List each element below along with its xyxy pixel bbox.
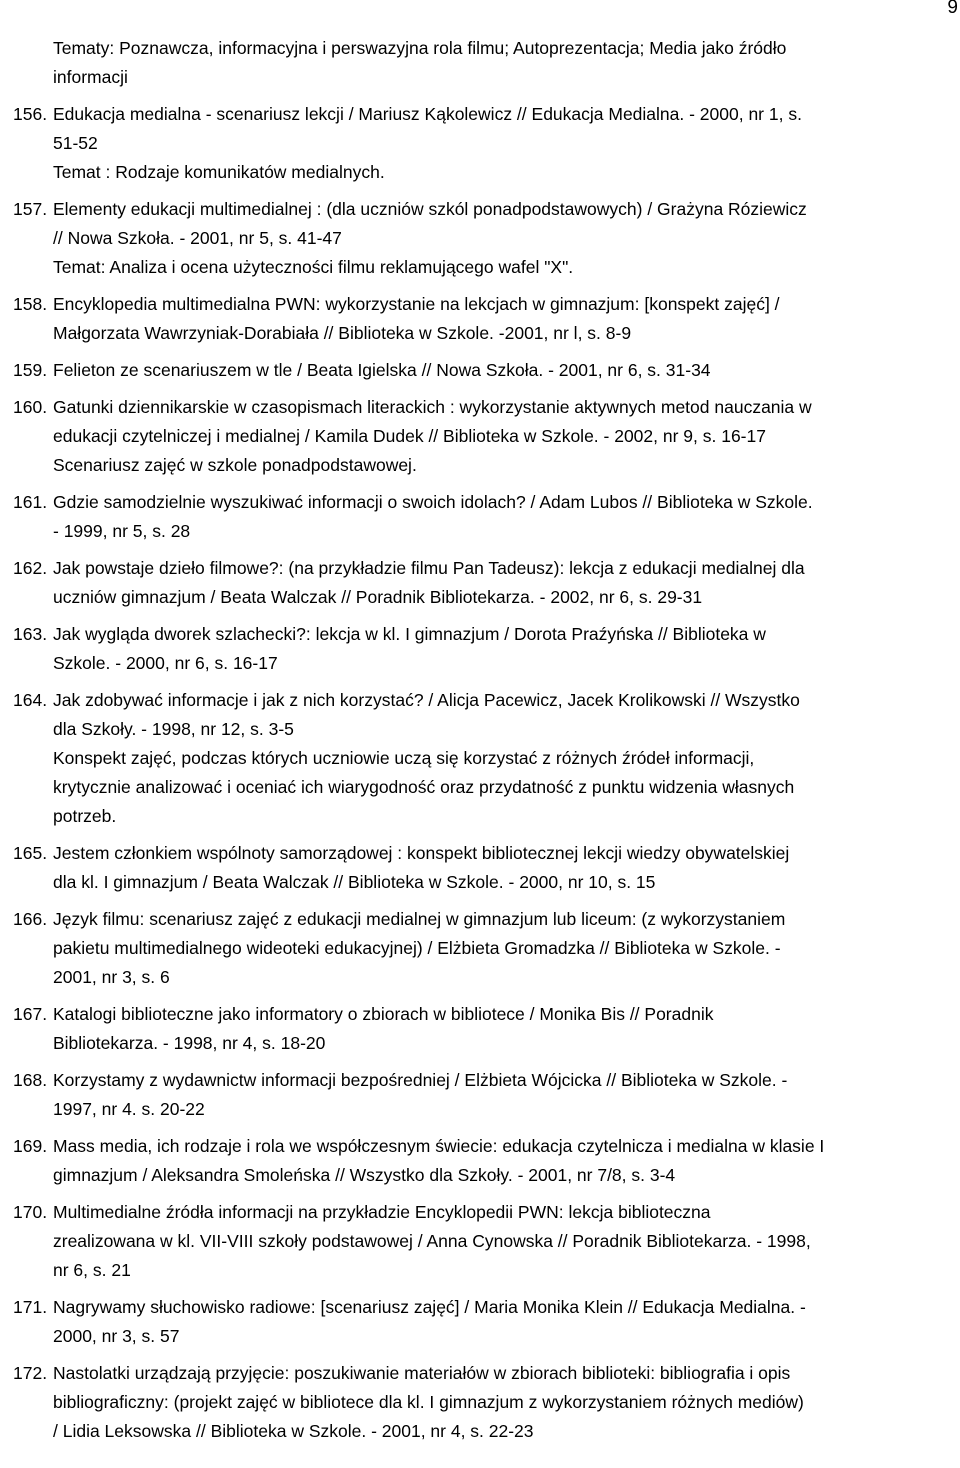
entry-text: [53, 393, 958, 480]
entry-line: uczniów gimnazjum / Beata Walczak // Poradnik Bibliotekarza. - 2002, nr 6, s. 29-31: [53, 587, 703, 607]
entry-line: 51-52: [53, 133, 98, 153]
entry-line: Nagrywamy słuchowisko radiowe: [scenariusz zajęć] / Maria Monika Klein // Edukacja Medialna. -: [53, 1297, 806, 1317]
entry-line: Katalogi biblioteczne jako informatory o zbiorach w bibliotece / Monika Bis // Poradnik: [53, 1004, 714, 1024]
entry-number: 167.: [13, 1004, 48, 1024]
entry-text: [53, 290, 958, 348]
lead-line: informacji: [53, 67, 128, 87]
entry-line: Jestem członkiem wspólnoty samorządowej : konspekt bibliotecznej lekcji wiedzy obywatelskiej: [53, 843, 790, 863]
lead-text: [13, 34, 958, 92]
entry-number: 163.: [13, 624, 48, 644]
entry-line: Gdzie samodzielnie wyszukiwać informacji o swoich idolach? / Adam Lubos // Biblioteka w Szkole.: [53, 492, 813, 512]
entry-line: Mass media, ich rodzaje i rola we współczesnym świecie: edukacja czytelnicza i medialna w klasie I: [53, 1136, 825, 1156]
bibliography-entry: [13, 1293, 958, 1351]
entry-number: 170.: [13, 1202, 48, 1222]
entry-text: [53, 100, 958, 187]
entry-line: 2000, nr 3, s. 57: [53, 1326, 180, 1346]
entry-text: [53, 905, 958, 992]
entry-number: 156.: [13, 104, 48, 124]
entry-line: Elementy edukacji multimedialnej : (dla uczniów szkól ponadpodstawowych) / Grażyna Róziewicz: [53, 199, 807, 219]
entry-line: potrzeb.: [53, 806, 117, 826]
entry-line: Multimedialne źródła informacji na przykładzie Encyklopedii PWN: lekcja biblioteczna: [53, 1202, 711, 1222]
entry-line: Gatunki dziennikarskie w czasopismach literackich : wykorzystanie aktywnych metod nauczania w: [53, 397, 812, 417]
entry-number: 160.: [13, 397, 48, 417]
entry-number: 165.: [13, 843, 48, 863]
bibliography-list: [13, 34, 958, 1446]
bibliography-entry: [13, 1359, 958, 1446]
entry-line: Małgorzata Wawrzyniak-Dorabiała // Biblioteka w Szkole. -2001, nr l, s. 8-9: [53, 323, 632, 343]
entry-line: nr 6, s. 21: [53, 1260, 131, 1280]
bibliography-entry: [13, 1198, 958, 1285]
entry-line: bibliograficzny: (projekt zajęć w bibliotece dla kl. I gimnazjum z wykorzystaniem różnych mediów): [53, 1392, 804, 1412]
bibliography-entry: [13, 1066, 958, 1124]
entry-number: 157.: [13, 199, 48, 219]
entries-container: [13, 100, 958, 1446]
entry-number: 158.: [13, 294, 48, 314]
entry-line: pakietu multimedialnego wideoteki edukacyjnej) / Elżbieta Gromadzka // Biblioteka w Szkole. -: [53, 938, 781, 958]
page-number: 9: [947, 0, 958, 18]
entry-line: zrealizowana w kl. VII-VIII szkoły podstawowej / Anna Cynowska // Poradnik Bibliotekarza. - 1998,: [53, 1231, 811, 1251]
entry-text: [53, 620, 958, 678]
entry-line: 2001, nr 3, s. 6: [53, 967, 170, 987]
entry-text: [53, 686, 958, 831]
bibliography-entry: [13, 393, 958, 480]
entry-number: 168.: [13, 1070, 48, 1090]
entry-text: [53, 839, 958, 897]
entry-line: Konspekt zajęć, podczas których uczniowie uczą się korzystać z różnych źródeł informacji,: [53, 748, 755, 768]
bibliography-entry: [13, 686, 958, 831]
entry-line: krytycznie analizować i oceniać ich wiarygodność oraz przydatność z punktu widzenia własnych: [53, 777, 795, 797]
entry-line: Jak wygląda dworek szlachecki?: lekcja w kl. I gimnazjum / Dorota Praźyńska // Biblioteka w: [53, 624, 766, 644]
entry-text: [53, 195, 958, 282]
entry-text: [53, 488, 958, 546]
bibliography-entry: [13, 905, 958, 992]
bibliography-entry: [13, 1132, 958, 1190]
entry-number: 166.: [13, 909, 48, 929]
entry-line: Jak zdobywać informacje i jak z nich korzystać? / Alicja Pacewicz, Jacek Krolikowski // Wszystko: [53, 690, 800, 710]
entry-number: 171.: [13, 1297, 48, 1317]
entry-line: / Lidia Leksowska // Biblioteka w Szkole. - 2001, nr 4, s. 22-23: [53, 1421, 534, 1441]
bibliography-entry: [13, 290, 958, 348]
entry-text: [53, 1293, 958, 1351]
entry-line: Jak powstaje dzieło filmowe?: (na przykładzie filmu Pan Tadeusz): lekcja z edukacji medialnej dla: [53, 558, 805, 578]
entry-number: 164.: [13, 690, 48, 710]
entry-line: Język filmu: scenariusz zajęć z edukacji medialnej w gimnazjum lub liceum: (z wykorzystaniem: [53, 909, 786, 929]
entry-line: Encyklopedia multimedialna PWN: wykorzystanie na lekcjach w gimnazjum: [konspekt zajęć] /: [53, 294, 780, 314]
entry-line: dla Szkoły. - 1998, nr 12, s. 3-5: [53, 719, 294, 739]
entry-text: [53, 356, 958, 385]
entry-text: [53, 1359, 958, 1446]
entry-line: Edukacja medialna - scenariusz lekcji / Mariusz Kąkolewicz // Edukacja Medialna. - 2000, nr 1, s.: [53, 104, 802, 124]
entry-line: Korzystamy z wydawnictw informacji bezpośredniej / Elżbieta Wójcicka // Biblioteka w Szkole. -: [53, 1070, 788, 1090]
bibliography-entry: [13, 488, 958, 546]
entry-text: [53, 554, 958, 612]
bibliography-entry: [13, 839, 958, 897]
entry-line: Bibliotekarza. - 1998, nr 4, s. 18-20: [53, 1033, 326, 1053]
entry-line: // Nowa Szkoła. - 2001, nr 5, s. 41-47: [53, 228, 342, 248]
lead-line: Tematy: Poznawcza, informacyjna i perswazyjna rola filmu; Autoprezentacja; Media jako źródło: [53, 38, 787, 58]
entry-number: 159.: [13, 360, 48, 380]
entry-text: [53, 1000, 958, 1058]
entry-number: 162.: [13, 558, 48, 578]
entry-number: 172.: [13, 1363, 48, 1383]
entry-text: [53, 1132, 958, 1190]
entry-number: 161.: [13, 492, 48, 512]
entry-line: edukacji czytelniczej i medialnej / Kamila Dudek // Biblioteka w Szkole. - 2002, nr 9, s. 16-17: [53, 426, 766, 446]
entry-line: Szkole. - 2000, nr 6, s. 16-17: [53, 653, 278, 673]
entry-line: Nastolatki urządzają przyjęcie: poszukiwanie materiałów w zbiorach biblioteki: bibliografia i opis: [53, 1363, 791, 1383]
bibliography-entry: [13, 554, 958, 612]
entry-line: dla kl. I gimnazjum / Beata Walczak // Biblioteka w Szkole. - 2000, nr 10, s. 15: [53, 872, 656, 892]
entry-line: Temat: Analiza i ocena użyteczności filmu reklamującego wafel "X".: [53, 257, 574, 277]
entry-line: Temat : Rodzaje komunikatów medialnych.: [53, 162, 385, 182]
entry-line: 1997, nr 4. s. 20-22: [53, 1099, 205, 1119]
bibliography-entry: [13, 100, 958, 187]
entry-number: 169.: [13, 1136, 48, 1156]
bibliography-entry: [13, 620, 958, 678]
entry-line: - 1999, nr 5, s. 28: [53, 521, 191, 541]
entry-line: Felieton ze scenariuszem w tle / Beata Igielska // Nowa Szkoła. - 2001, nr 6, s. 31-34: [53, 360, 711, 380]
bibliography-entry: [13, 356, 958, 385]
entry-text: [53, 1198, 958, 1285]
entry-line: gimnazjum / Aleksandra Smoleńska // Wszystko dla Szkoły. - 2001, nr 7/8, s. 3-4: [53, 1165, 676, 1185]
entry-line: Scenariusz zajęć w szkole ponadpodstawowej.: [53, 455, 417, 475]
bibliography-entry: [13, 195, 958, 282]
entry-text: [53, 1066, 958, 1124]
bibliography-entry: [13, 1000, 958, 1058]
